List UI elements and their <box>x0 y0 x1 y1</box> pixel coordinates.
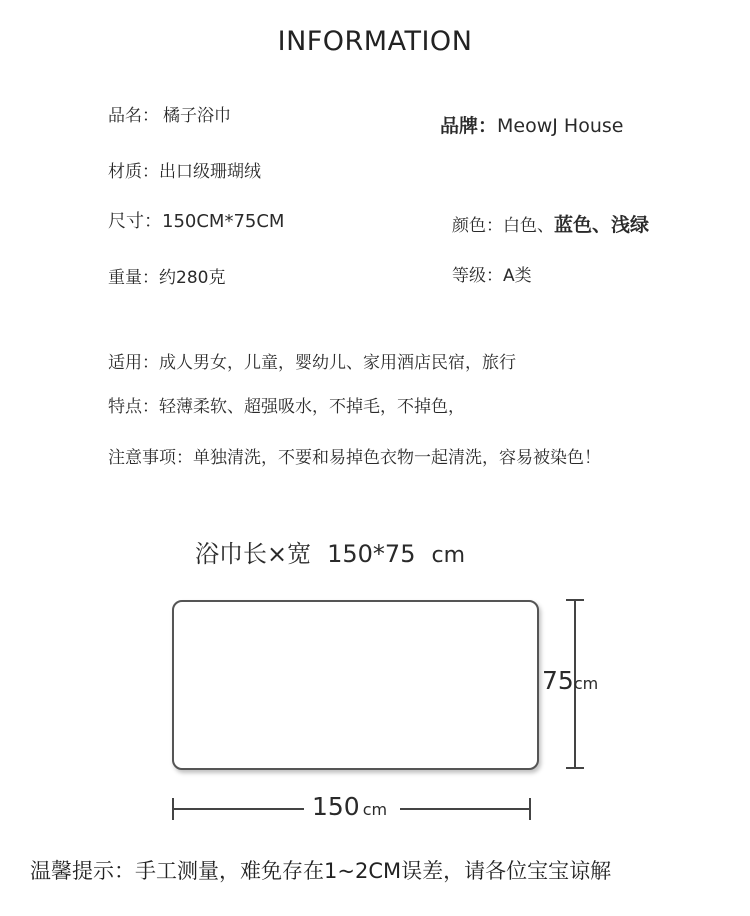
info-suitable-value: 成人男女，儿童，婴幼儿、家用酒店民宿，旅行 <box>159 353 516 373</box>
info-weight-label: 重量： <box>108 268 159 288</box>
info-size-label: 尺寸： <box>108 211 162 232</box>
info-notes-row <box>108 446 601 470</box>
width-dimension-right-cap <box>529 798 531 820</box>
footer-tip: 温馨提示：手工测量，难免存在1~2CM误差，请各位宝宝谅解 <box>30 859 612 883</box>
info-material-value: 出口级珊瑚绒 <box>159 162 261 182</box>
info-color-label: 颜色： <box>452 216 503 236</box>
info-brand-label: 品牌： <box>440 115 498 137</box>
info-material-label: 材质： <box>108 162 159 182</box>
info-size-row <box>108 210 284 234</box>
height-dimension-bottom-cap <box>566 767 584 769</box>
width-unit: cm <box>362 800 388 819</box>
width-dimension-line-right <box>400 808 530 810</box>
diagram-title <box>195 534 465 569</box>
height-label <box>542 666 598 695</box>
towel-outline <box>172 600 539 770</box>
info-features-row <box>108 395 465 419</box>
info-color-value-plain: 白色、 <box>503 216 554 236</box>
diagram-title-text: 浴巾长×宽 <box>195 540 312 568</box>
width-value: 150 <box>312 792 360 821</box>
info-name-label: 品名： <box>108 106 159 126</box>
height-value: 75 <box>542 666 574 695</box>
info-brand-value: MeowJ House <box>497 115 624 137</box>
info-suitable-label: 适用： <box>108 353 159 373</box>
width-dimension-line-left <box>172 808 304 810</box>
height-dimension-top-cap <box>566 599 584 601</box>
info-grade-row <box>452 264 532 288</box>
info-suitable-row <box>108 351 516 375</box>
info-name-value: 橘子浴巾 <box>163 106 231 126</box>
info-material-row <box>108 160 261 184</box>
info-grade-value: A类 <box>503 266 532 286</box>
page-title: INFORMATION <box>277 26 473 57</box>
info-color-value-bold: 蓝色、浅绿 <box>554 214 650 236</box>
diagram-title-unit: cm <box>431 543 465 568</box>
info-notes-value: 单独清洗，不要和易掉色衣物一起清洗，容易被染色！ <box>193 448 601 468</box>
info-notes-label: 注意事项： <box>108 448 193 468</box>
info-brand-row <box>440 114 623 138</box>
info-weight-row <box>108 266 225 290</box>
width-label <box>312 792 387 821</box>
info-weight-value: 约280克 <box>159 268 226 288</box>
info-name-row <box>108 104 231 128</box>
info-size-value: 150CM*75CM <box>162 211 285 232</box>
info-grade-label: 等级： <box>452 266 503 286</box>
info-features-value: 轻薄柔软、超强吸水，不掉毛，不掉色， <box>159 397 465 417</box>
diagram-title-dims: 150*75 <box>327 540 416 568</box>
height-unit: cm <box>573 674 599 693</box>
info-features-label: 特点： <box>108 397 159 417</box>
info-color-row <box>452 213 649 238</box>
